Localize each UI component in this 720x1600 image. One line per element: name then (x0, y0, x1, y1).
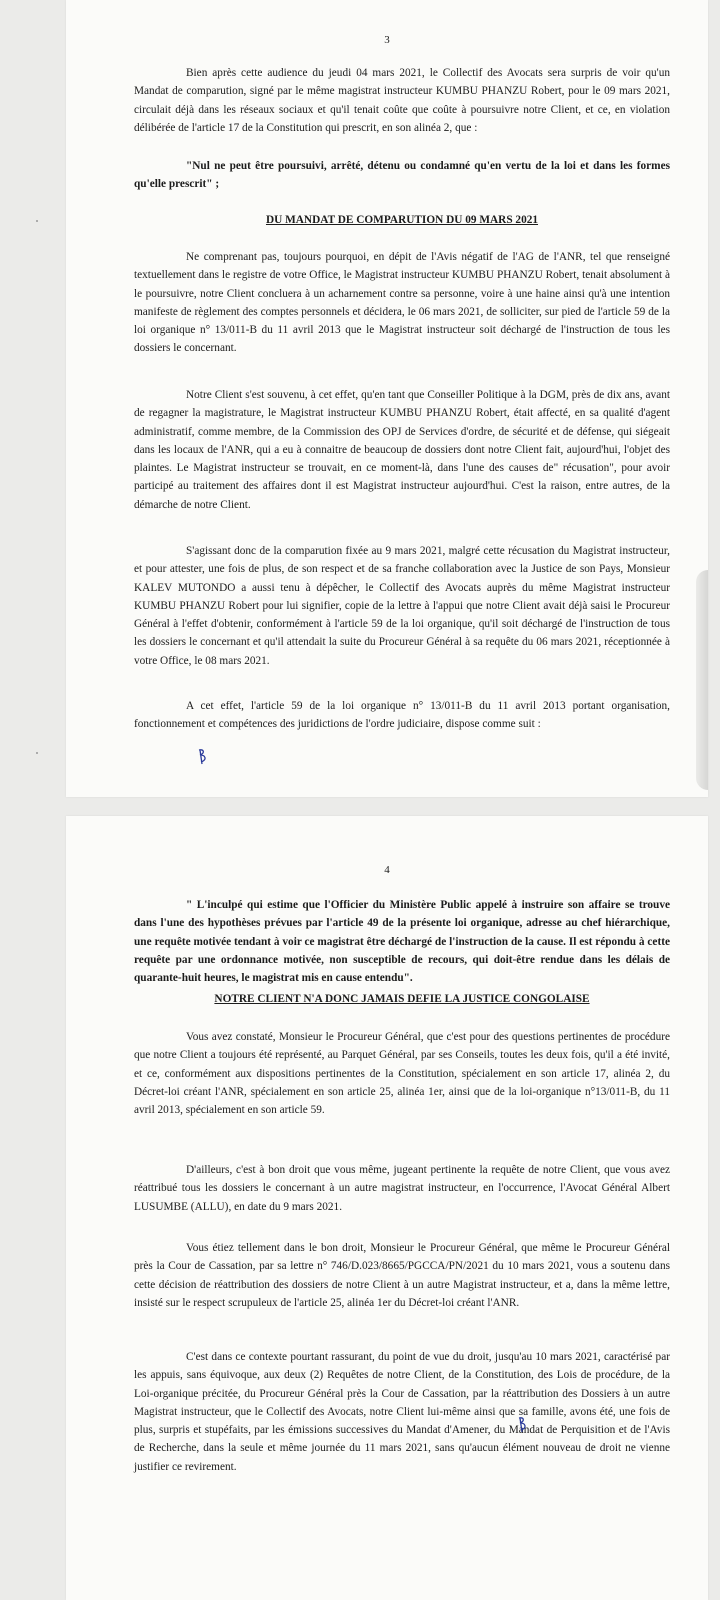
paragraph-cour-cassation: Vous étiez tellement dans le bon droit, Monsieur le Procureur Général, que même le Procureur Général près la Cour de Cassation, par sa lettre n° 746/D.023/8665/PGCCA/PN/2021 du 10 mars 2021, vous a soutenu dans cette décision de réattribution des dossiers de notre Client à un autre Magistrat instructeur, et a, dans la même lettre, insisté sur le respect scrupuleux de l'article 25, alinéa 1er du Décret-loi créant l'ANR. (134, 1242, 670, 1309)
document-page-4 (66, 816, 708, 1600)
page-curl-shadow (696, 570, 708, 790)
paragraph-revirement: C'est dans ce contexte pourtant rassurant, du point de vue du droit, jusqu'au 10 mars 2021, caractérisé par les appuis, sans équivoque, aux deux (2) Requêtes de notre Client, de la Constitution, des Lois de procédure, de la Loi-organique précitée, du Procureur Général près la Cour de Cassation, par la réattribution des Dossiers à un autre Magistrat instructeur, que le Collectif des Avocats, notre Client lui-même ainsi que sa famille, avons été, une fois de plus, surpris et stupéfaits, par les émissions successives du Mandat d'Amener, du Mandat de Perquisition et de l'Avis de Recherche, dans la seule et même journée du 11 mars 2021, sans qu'aucun élément nouveau de droit ne vienne justifier ce revirement. (134, 1351, 670, 1473)
paragraph-comparution: S'agissant donc de la comparution fixée au 9 mars 2021, malgré cette récusation du Magistrat instructeur, et pour attester, une fois de plus, de son respect et de sa franche collaboration avec la Justice de son Pays, Monsieur KALEV MUTONDO a aussi tenu à dépêcher, le Collectif des Avocats auprès du même Magistrat instructeur KUMBU PHANZU Robert pour lui signifier, copie de la lettre à l'appui que notre Client avait déjà saisi le Procureur Général à l'effet d'obtenir, conformément à l'article 59 de la loi organique, qu'il soit déchargé de l'instruction de tous les dossiers le concernant et qu'il attendait la suite du Procureur Général à sa requête du 06 mars 2021, réceptionnée à votre Office, le 08 mars 2021. (134, 545, 670, 667)
paragraph-audience: Bien après cette audience du jeudi 04 mars 2021, le Collectif des Avocats sera surpris de voir qu'un Mandat de comparution, signé par le même magistrat instructeur KUMBU PHANZU Robert, pour le 09 mars 2021, circulait déjà dans les réseaux sociaux et qu'il tenait coûte que coûte à poursuivre notre Client, et ce, en violation délibérée de l'article 17 de la Constitution qui prescrit, en son alinéa 2, que : (134, 67, 670, 134)
page-number: 3 (384, 34, 390, 46)
constitution-quote: "Nul ne peut être poursuivi, arrêté, détenu ou condamné qu'en vertu de la loi et dans les formes qu'elle prescrit" ; (134, 160, 670, 191)
paragraph-acharnement: Ne comprenant pas, toujours pourquoi, en dépit de l'Avis négatif de l'AG de l'ANR, tel que renseigné textuellement dans le registre de votre Office, le Magistrat instructeur KUMBU PHANZU Robert, tenait absolument à le poursuivre, notre Client concluera à un acharnement contre sa personne, voire à une haine ainsi qu'à une intention manifeste de règlement des comptes personnels et décidera, le 06 mars 2021, de solliciter, sur pied de l'article 59 de la loi organique n° 13/011-B du 11 avril 2013 que le Magistrat instructeur soit déchargé de l'instruction de tous les dossiers le concernant. (134, 251, 670, 355)
paragraph-conseiller-dgm: Notre Client s'est souvenu, à cet effet, qu'en tant que Conseiller Politique à la DGM, près de dix ans, avant de regagner la magistrature, le Magistrat instructeur KUMBU PHANZU Robert, était affecté, en sa qualité d'agent administratif, comme membre, de la Commission des OPJ de Services d'ordre, de sécurité et de défense, qui siégeait dans les locaux de l'ANR, qui a eu à connaitre de beaucoup de dossiers dont notre Client fait, aujourd'hui, l'objet des plaintes. Le Magistrat instructeur se trouvait, en ce moment-là, dans l'une des causes de" récusation", pour avoir participé au traitement des affaires dont il est Magistrat instructeur aujourd'hui. C'est la raison, entre autres, de la démarche de notre Client. (134, 389, 670, 511)
section-heading-justice: NOTRE CLIENT N'A DONC JAMAIS DEFIE LA JUSTICE CONGOLAISE (214, 993, 590, 1005)
article-59-quote: " L'inculpé qui estime que l'Officier du Ministère Public appelé à instruire son affaire se trouve dans l'une des hypothèses prévues par l'article 49 de la présente loi organique, adresse au chef hiérarchique, une requête motivée tendant à voir ce magistrat être déchargé de l'instruction de la cause. Il est répondu à cette requête par une ordonnance motivée, non susceptible de recours, qui doit-être rendue dans les délais de quarante-huit heures, le magistrat mis en cause entendu". (134, 899, 670, 985)
handwritten-initials (516, 1416, 530, 1434)
scan-speck (36, 752, 38, 754)
page-number: 4 (384, 864, 390, 876)
paragraph-reattribution: D'ailleurs, c'est à bon droit que vous même, jugeant pertinente la requête de notre Client, que vous avez réattribué tous les dossiers le concernant à un autre magistrat instructeur, en l'occurrence, l'Avocat Général Albert LUSUMBE (ALLU), en date du 9 mars 2021. (134, 1164, 670, 1213)
paragraph-procedure: Vous avez constaté, Monsieur le Procureur Général, que c'est pour des questions pertinentes de procédure que notre Client a toujours été représenté, au Parquet Général, par ses Conseils, toutes les deux fois, qu'il a été invité, et ce, conformément aux dispositions pertinentes de la Constitution, spécialement en son article 17, alinéa 2, du Décret-loi créant l'ANR, spécialement en son article 25, alinéa 1er, ainsi que de la loi-organique n°13/011-B, du 11 avril 2013, spécialement en son article 59. (134, 1031, 670, 1117)
section-heading-mandat: DU MANDAT DE COMPARUTION DU 09 MARS 2021 (265, 214, 539, 226)
paragraph-article-59: A cet effet, l'article 59 de la loi organique n° 13/011-B du 11 avril 2013 portant organisation, fonctionnement et compétences des juridictions de l'ordre judiciaire, dispose comme suit : (134, 700, 670, 731)
scan-speck (36, 220, 38, 222)
document-page-3 (66, 0, 708, 797)
handwritten-initials (196, 748, 210, 766)
